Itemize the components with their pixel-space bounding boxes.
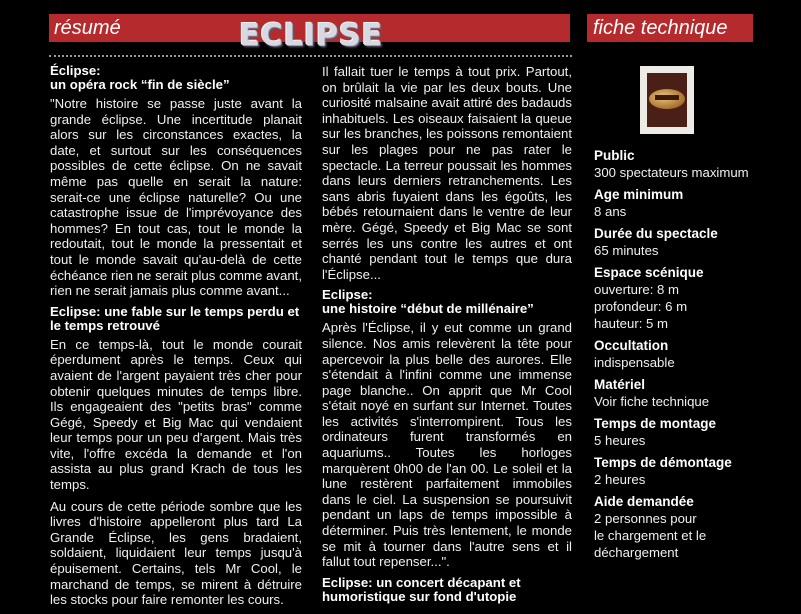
spec-label: Durée du spectacle (594, 226, 718, 241)
spec-label: Public (594, 148, 635, 163)
fiche-technique-title: fiche technique (593, 17, 728, 39)
dotted-divider (49, 55, 572, 57)
spec-item (594, 265, 774, 332)
heading-line-1: Eclipse: (322, 287, 373, 303)
spec-label: Aide demandée (594, 494, 694, 509)
spec-value: 8 ans (594, 204, 627, 219)
spec-label: Temps de démontage (594, 455, 732, 470)
spec-item (594, 148, 774, 181)
spec-value: 65 minutes (594, 243, 659, 258)
section-heading-concert: Eclipse: un concert décapant et humoristique sur fond d'utopie (322, 574, 521, 604)
paragraph-apres-eclipse: Après l'Éclipse, il y eut comme un grand silence. Nos amis relevèrent la tête pour apercevoir la plus belle des aurores. Elle s'étendait à l'infini comme une immense page blanche.. On apprit que Mr Cool s'était noyé en surfant sur Internet. Toutes les activités s'interrompirent. Tous les ordinateurs furent transformés en aquariums.. Toutes les horloges marquèrent 0h00 de l'an 00. Le soleil et la lune restèrent parfaitement immobiles dans le ciel. La suspension se poursuivit pendant un laps de temps impossible à déterminer. Puis très lentement, le monde se mit à tourner dans l'autre sens et il fallut tout repenser...". (322, 320, 572, 570)
paragraph-tuer-le-temps: Il fallait tuer le temps à tout prix. Partout, on brûlait la vie par les deux bouts. Une curiosité malsaine avait attiré des badauds inhabituels. Les oiseaux faisaient la queue sur les branches, les poissons remontaient sur les plages pour ne pas rater le spectacle. La terreur poussait les hommes dans leurs derniers retranchements. Les sans abris fuyaient dans les égoûts, les bébés retournaient dans le ventre de leur mère. Gégé, Speedy et Big Mac se sont serrés les uns contre les autres et ont chanté pendant tout le temps que dura l'Éclipse... (322, 64, 572, 282)
spec-label: Matériel (594, 377, 646, 392)
spec-value: 300 spectateurs maximum (594, 165, 749, 180)
heading-line-1: Éclipse: (50, 63, 101, 78)
spec-item (594, 416, 774, 449)
spec-item (594, 494, 774, 561)
paragraph-intro: "Notre histoire se passe juste avant la grande éclipse. Une incertitude planait alors sur les circonstances exactes, la date, et surtout sur les conséquences possibles de cette éclipse. On ne savait même pas quelle en serait la nature: serait-ce une éclipse naturelle? Ou une catastrophe issue de l'imprévoyance des hommes? En tout cas, tout le monde la redoutait, tout le monde la pressentait et tout le monde savait qu'au-delà de cette échéance rien ne serait plus comme avant, rien ne serait jamais plus comme avant... (50, 96, 302, 299)
heading-line-2: une histoire “début de millénaire” (322, 301, 534, 317)
section-heading-millenaire (322, 288, 572, 316)
photo-image (647, 73, 687, 127)
spec-item (594, 455, 774, 488)
spec-label: Occultation (594, 338, 669, 353)
technical-specs (594, 148, 774, 567)
spec-value: 2 personnes pour (594, 511, 697, 526)
spec-label: Age minimum (594, 187, 684, 202)
section-heading-opera-rock (50, 64, 302, 92)
summary-column-2 (322, 64, 572, 608)
spec-value: hauteur: 5 m (594, 316, 669, 331)
spec-value: le chargement et le (594, 528, 707, 543)
spec-item (594, 377, 774, 410)
spec-value: indispensable (594, 355, 675, 370)
spec-value: ouverture: 8 m (594, 282, 680, 297)
spec-item (594, 187, 774, 220)
spec-item (594, 226, 774, 259)
paragraph-fable: En ce temps-là, tout le monde courait éperdument après le temps. Ceux qui avaient de l'argent payaient très cher pour obtenir quelques minutes de temps libre. Ils engageaient des "petits bras" comme Gégé, Speedy et Big Mac qui vendaient leur temps pour un peu d'argent. Mais très vite, l'offre excéda la demande et l'on assista au plus grand Krach de tous les temps. (50, 336, 302, 493)
heading-line-2: un opéra rock “fin de siècle” (50, 77, 230, 92)
spec-value: déchargement (594, 545, 679, 560)
hat-band (655, 95, 679, 100)
spec-label: Espace scénique (594, 265, 704, 280)
resume-title: résumé (54, 17, 121, 39)
spec-item (594, 338, 774, 371)
summary-column-1 (50, 64, 302, 614)
spec-value: Voir fiche technique (594, 394, 710, 409)
show-photo (640, 66, 694, 134)
section-heading-fable: Eclipse: une fable sur le temps perdu et le temps retrouvé (50, 303, 300, 333)
spec-value: profondeur: 6 m (594, 299, 688, 314)
spec-label: Temps de montage (594, 416, 717, 431)
spec-value: 2 heures (594, 472, 646, 487)
fiche-technique-banner (587, 14, 753, 42)
paragraph-grande-eclipse: Au cours de cette période sombre que les livres d'histoire appelleront plus tard La Grande Éclipse, les gens bradaient, soldaient, liquidaient leur temps jusqu'à épuisement. Certains, tels Mr Cool, le marchand de temps, se mirent à détruire les stocks pour faire remonter les cours. (50, 498, 302, 608)
spec-value: 5 heures (594, 433, 646, 448)
eclipse-logo: ECLIPSE (239, 18, 383, 53)
